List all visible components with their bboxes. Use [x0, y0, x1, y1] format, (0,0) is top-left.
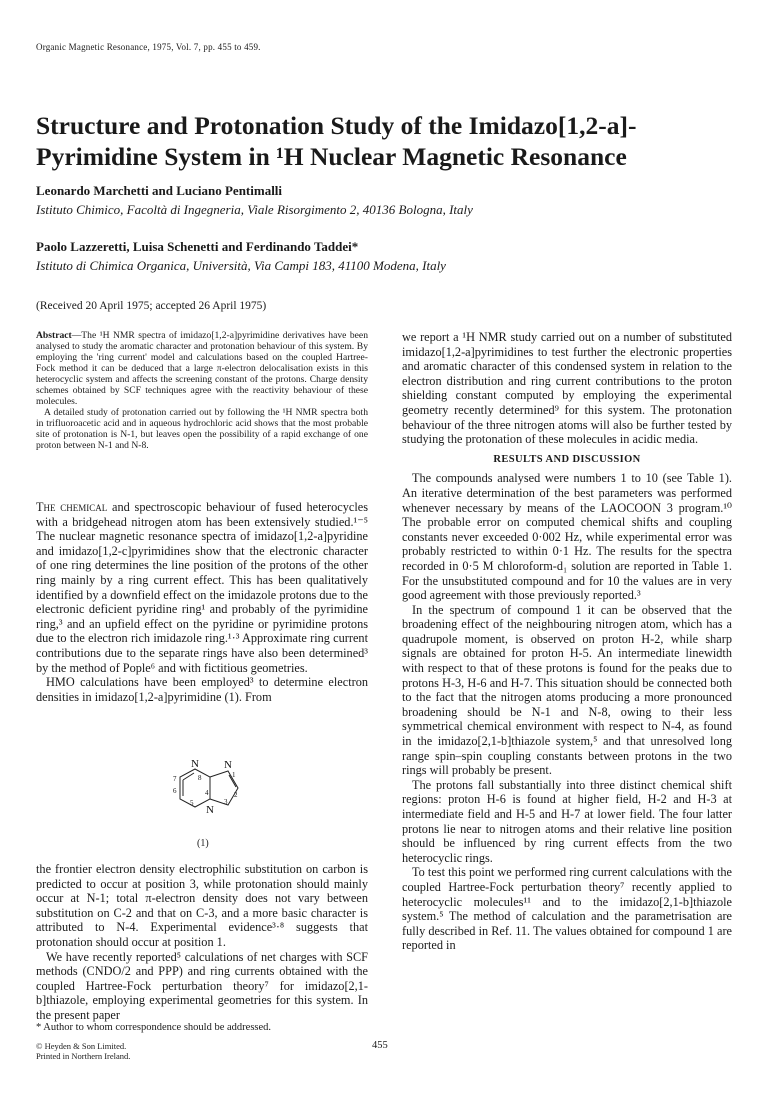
- intro-text: and spectroscopic behaviour of fused heterocycles with a bridgehead nitrogen atom has been extensively studied.¹⁻⁵ The nuclear magnetic resonance spectra of imidazo[1,2-a]pyridine and imidazo[1,2-c]pyrimidines show that the electronic character of one ring determines the line position of the protons of the other ring mainly by a ring current effect. This has been qualitatively identified by a downfield effect on the imidazole protons due to the electronic deficient pyridine ring¹ and probably of the pyrimidine ring,³ and an upfield effect on the pyridine or pyrimidine protons due to the electron rich imidazole ring.¹·³ Approximate ring current contributions due to the separate rings have also been determined³ by the method of Pople⁶ and with fictitious geometries.: [36, 500, 368, 675]
- article-title: [36, 110, 736, 172]
- chemical-shift-paragraph: The protons fall substantially into three distinct chemical shift regions: proton H-6 is found at higher field, H-2 and H-3 at intermediate field and H-5 and H-7 at lower field. The four latter protons lie near to nitrogen atoms and their relative line position should be influenced by ring current effects from the two heterocyclic rings.: [402, 777, 732, 865]
- position-number-8: 8: [198, 774, 202, 782]
- abstract-paragraph-2: A detailed study of protonation carried out by following the ¹H NMR spectra both in trifluoroacetic acid and in aqueous hydrochloric acid shows that the most probable site of protonation is N-1, but leaves open the possibility of a rapid exchange of one proton between N-1 and N-8.: [36, 407, 368, 451]
- affiliation-1: Istituto Chimico, Facoltà di Ingegneria, Viale Risorgimento 2, 40136 Bologna, Italy: [36, 202, 473, 217]
- scf-paragraph: We have recently reported⁵ calculations of net charges with SCF methods (CNDO/2 and PPP) and ring currents obtained with the coupled Hartree-Fock perturbation theory⁷ for imidazo[2,1-b]thiazole, employing experimental geometries for this system. In the present paper: [36, 949, 368, 1022]
- section-heading: RESULTS AND DISCUSSION: [493, 453, 641, 465]
- author-group-2: Paolo Lazzeretti, Luisa Schenetti and Ferdinando Taddei*: [36, 239, 359, 254]
- hmo-paragraph: HMO calculations have been employed³ to determine electron densities in imidazo[1,2-a]pyrimidine (1). From: [36, 675, 368, 704]
- pyrimidine-ring: [180, 769, 210, 807]
- position-number-6: 6: [173, 787, 177, 795]
- intro-smallcaps: The chemical: [36, 500, 108, 514]
- received-dates: (Received 20 April 1975; accepted 26 April 1975): [36, 300, 267, 312]
- position-number-1: 1: [232, 771, 236, 779]
- copyright-notice: [36, 1042, 130, 1061]
- left-column-lower: [36, 862, 368, 1023]
- title-line-1: Structure and Protonation Study of the Imidazo[1,2-a]-: [36, 111, 637, 140]
- intro-continued-paragraph: we report a ¹H NMR study carried out on a number of substituted imidazo[1,2-a]pyrimidines to test further the electronic properties and aromatic character of this condensed system in relation to the electron distribution and ring current contributions to the proton shielding constant computed by employing the experimental geometry recently determined⁹ for this system. The protonation behaviour of the three nitrogen atoms will also be further tested by studying the protonation of these molecules in acidic media.: [402, 330, 732, 447]
- imidazopyrimidine-structure-diagram: [150, 757, 270, 835]
- position-number-2: 2: [234, 791, 238, 799]
- abstract-label: Abstract: [36, 330, 72, 341]
- left-column-upper: [36, 500, 368, 704]
- atom-label-n8: N: [191, 758, 199, 770]
- atom-label-n4: N: [206, 804, 214, 816]
- spectrum-paragraph: In the spectrum of compound 1 it can be observed that the broadening effect of the neighbouring nitrogen atom, which has a quadrupole moment, is observed on proton H-2, while sharp signals are obtained for proton H-5. An intermediate linewidth with respect to that of these protons is found for the peaks due to protons H-3, H-6 and H-7. This situation should be connected both to the fact that the nitrogen atoms producing a more pronounced broadening should be N-1 and N-8, owing to their less symmetrical chemical environment with respect to N-4, as found in the imidazo[2,1-b]thiazole system,⁵ and that unresolved long range spin–spin coupling constants between protons in the two rings will probably be present.: [402, 602, 732, 778]
- title-line-2: Pyrimidine System in ¹H Nuclear Magnetic Resonance: [36, 142, 627, 171]
- journal-citation: Organic Magnetic Resonance, 1975, Vol. 7, pp. 455 to 459.: [36, 42, 261, 52]
- copyright-line-2: Printed in Northern Ireland.: [36, 1050, 131, 1061]
- abstract-text-1: —The ¹H NMR spectra of imidazo[1,2-a]pyrimidine derivatives have been analysed to study the aromatic character and protonation behaviour of this system. By employing the 'ring current' model and calculations based on the coupled Hartree-Fock method it can be deduced that a large π-electron delocalisation exists in this heterocyclic system and affects the screening constant of the protons. Charge density schemes obtained by SCF techniques agree with the reactivity behaviour of these molecules.: [36, 330, 368, 407]
- abstract: [36, 330, 368, 451]
- copyright-line-1: © Heyden & Son Limited.: [36, 1041, 127, 1051]
- position-number-3: 3: [224, 798, 228, 806]
- page-number: 455: [372, 1040, 388, 1051]
- atom-label-n1: N: [224, 759, 232, 771]
- ring-current-paragraph: To test this point we performed ring current calculations with the coupled Hartree-Fock perturbation theory⁷ recently applied to heterocyclic molecules¹¹ and to the imidazo[2,1-b]thiazole system.⁵ The method of calculation and the parametrisation are fully described in Ref. 11. The values obtained for compound 1 are reported in: [402, 865, 732, 953]
- abstract-paragraph-1: [36, 330, 368, 407]
- affiliation-2: Istituto di Chimica Organica, Università, Via Campi 183, 41100 Modena, Italy: [36, 258, 446, 273]
- correspondence-footnote: * Author to whom correspondence should be addressed.: [36, 1022, 272, 1033]
- position-number-5: 5: [190, 799, 194, 807]
- intro-paragraph: [36, 500, 368, 675]
- position-number-4: 4: [205, 789, 209, 797]
- right-column: [402, 330, 732, 953]
- author-group-1: Leonardo Marchetti and Luciano Pentimalli: [36, 183, 283, 198]
- position-number-7: 7: [173, 775, 177, 783]
- compounds-paragraph: The compounds analysed were numbers 1 to 10 (see Table 1). An iterative determination of the best parameters was performed whenever necessary by means of the LAOCOON 3 program.¹⁰ The probable error on computed chemical shifts and coupling constants never exceeded 0·002 Hz, while experimental error was probably restricted to within 0·1 Hz. The results for the spectra recorded in 0·5 M chloroform-d₁ solution are reported in Table 1. For the unsubstituted compound and for 10 the values are in very good agreement with those previously reported.³: [402, 471, 732, 603]
- frontier-paragraph: the frontier electron density electrophilic substitution on carbon is predicted to occur at position 3, while protonation should mainly occur at N-1; total π-electron density does not vary between substitution on C-2 and that on C-3, and a more basic character is attributed to N-4. Experimental evidence³·⁸ suggests that protonation should occur at position 1.: [36, 862, 368, 949]
- compound-label: (1): [197, 838, 209, 849]
